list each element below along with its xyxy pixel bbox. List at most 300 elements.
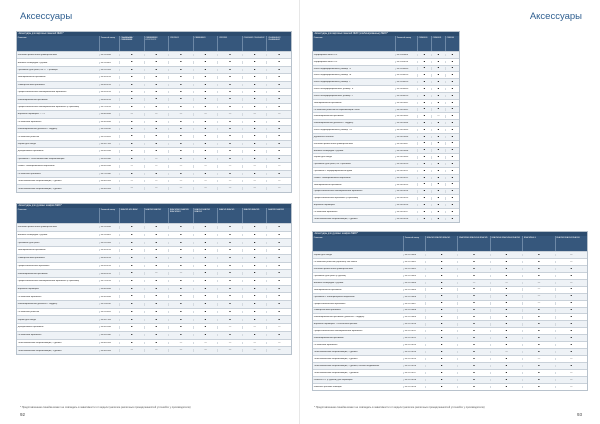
compatible-mark: ■	[490, 309, 522, 311]
compatible-mark: ■	[242, 91, 267, 93]
compatible-mark: ■	[168, 334, 193, 336]
compatible-mark: ■	[417, 102, 431, 104]
order-number: NZ711050	[99, 173, 119, 175]
table-row	[17, 88, 291, 95]
page-number-left: 92	[20, 412, 26, 417]
compatible-mark: ■	[193, 91, 218, 93]
compatible-mark: ■	[417, 129, 431, 131]
compatible-mark: ■	[431, 177, 445, 179]
compatible-mark: ■	[425, 344, 457, 346]
not-compatible-mark: —	[242, 113, 267, 115]
order-number: NZ1170013	[403, 344, 425, 346]
compatible-mark: ■	[242, 272, 267, 274]
compatible-mark: ■	[168, 326, 193, 328]
compatible-mark: ■	[457, 261, 489, 263]
compatible-mark: ■	[417, 163, 431, 165]
not-compatible-mark: —	[242, 326, 267, 328]
accessory-name: Противень для гриля	[17, 241, 40, 244]
compatible-mark: ■	[457, 330, 489, 332]
table-row	[17, 155, 291, 162]
accessory-name: Котлован решётчатый универсальный	[313, 267, 353, 270]
accessory-name: Универсальный противень	[313, 309, 341, 312]
order-number: NZ1170007	[403, 303, 425, 305]
compatible-mark: ■	[144, 91, 169, 93]
header-model: CAAAAAAAA / CBBBBBBBB	[119, 36, 144, 51]
compatible-mark: ■	[217, 303, 242, 305]
compatible-mark: ■	[555, 268, 587, 270]
compatible-mark: ■	[168, 226, 193, 228]
compatible-mark: ■	[217, 143, 242, 145]
order-number: NZ613070	[99, 99, 119, 101]
compatible-mark: ■	[168, 121, 193, 123]
not-compatible-mark: —	[168, 187, 193, 189]
table-row	[313, 99, 459, 106]
accessory-name: Котёл перфорированный, размер "XL"	[313, 129, 353, 132]
compatible-mark: ■	[119, 54, 144, 56]
accessory-name: Варочная пароварка + стеклянная крышка	[313, 323, 358, 326]
not-compatible-mark: —	[144, 272, 169, 274]
accessory-name: Форма для пиццы	[313, 156, 333, 159]
compatible-mark: ■	[217, 150, 242, 152]
compatible-mark: ■	[266, 288, 291, 290]
compatible-mark: ■	[168, 280, 193, 282]
header-model: CMH0000	[417, 36, 431, 51]
compatible-mark: ■	[144, 76, 169, 78]
compatible-mark: ■	[457, 344, 489, 346]
order-number: NZ612050	[99, 165, 119, 167]
compatible-mark: ■	[266, 143, 291, 145]
compatible-mark: ■	[119, 128, 144, 130]
compatible-mark: ■	[193, 173, 218, 175]
accessory-name: Противень для гриля, на 2 / ¾ размера	[17, 69, 58, 72]
compatible-mark: ■	[266, 135, 291, 137]
compatible-mark: ■	[193, 98, 218, 100]
compatible-mark: ■	[266, 121, 291, 123]
compatible-mark: ■	[490, 288, 522, 290]
compatible-mark: ■	[193, 61, 218, 63]
accessory-name: Эмалированный противень	[17, 249, 46, 252]
header-model: B4ACM5 B4ACM5	[144, 208, 169, 223]
order-number: NZ1200020	[395, 81, 417, 83]
compatible-mark: ■	[425, 386, 457, 388]
compatible-mark: ■	[242, 128, 267, 130]
compatible-mark: ■	[425, 365, 457, 367]
compatible-mark: ■	[555, 309, 587, 311]
compatible-mark: ■	[193, 303, 218, 305]
compatible-mark: ■	[457, 351, 489, 353]
compatible-mark: ■	[144, 311, 169, 313]
compatible-mark: ■	[242, 265, 267, 267]
compatible-mark: ■	[431, 183, 445, 185]
order-number: NZ123001	[99, 234, 119, 236]
table-row	[313, 147, 459, 154]
header-model: B5ACM5H0 B5ACH5H0 B5ACM5	[490, 236, 522, 251]
compatible-mark: ■	[266, 234, 291, 236]
compatible-mark: ■	[522, 261, 554, 263]
compatible-mark: ■	[445, 156, 459, 158]
header-model: B4ACM5 H50 B4AC	[119, 208, 144, 223]
not-compatible-mark: —	[266, 165, 291, 167]
not-compatible-mark: —	[266, 349, 291, 351]
table-row	[313, 258, 587, 265]
order-number: NZ1310006	[395, 136, 417, 138]
order-number: NZ1310013	[395, 184, 417, 186]
compatible-mark: ■	[168, 173, 193, 175]
order-number: NZ1310015	[395, 197, 417, 199]
compatible-mark: ■	[266, 319, 291, 321]
not-compatible-mark: —	[119, 180, 144, 182]
compatible-mark: ■	[490, 254, 522, 256]
compatible-mark: ■	[457, 302, 489, 304]
compatible-mark: ■	[425, 261, 457, 263]
table-row	[313, 140, 459, 147]
page-title-right: Аксессуары	[529, 11, 582, 22]
table-row	[313, 51, 459, 58]
accessory-name: Эмалированный противень	[313, 183, 342, 186]
accessory-name: Комбинированный (решётка + поддон)	[17, 303, 58, 306]
order-number: NZ1100000	[395, 54, 417, 56]
compatible-mark: ■	[445, 67, 459, 69]
table-row	[313, 215, 459, 222]
compatible-mark: ■	[425, 337, 457, 339]
compatible-mark: ■	[445, 177, 459, 179]
accessories-table-4	[312, 231, 588, 391]
header-model: CDDDD01	[168, 36, 193, 51]
compatible-mark: ■	[144, 135, 169, 137]
compatible-mark: ■	[425, 288, 457, 290]
order-number: NZ513070	[99, 265, 119, 267]
compatible-mark: ■	[417, 170, 431, 172]
compatible-mark: ■	[555, 365, 587, 367]
accessory-name: Противень для гриля, на 2 противня	[313, 163, 351, 166]
not-compatible-mark: —	[144, 158, 169, 160]
accessory-name: Оставочный противень	[17, 295, 42, 298]
accessory-name: Оставочная решётка из нержавеющей стали	[313, 108, 360, 111]
compatible-mark: ■	[417, 54, 431, 56]
compatible-mark: ■	[457, 288, 489, 290]
compatible-mark: ■	[168, 91, 193, 93]
compatible-mark: ■	[522, 386, 554, 388]
accessory-name: Держатель котёлов	[313, 135, 334, 138]
header-model: B4ACH5 B4ACH5	[217, 208, 242, 223]
order-number: NZ113100	[99, 303, 119, 305]
accessory-name: Комбинированный противень	[17, 98, 48, 101]
order-number: NZ1310018	[395, 218, 417, 220]
compatible-mark: ■	[425, 372, 457, 374]
order-number: NZ317100	[99, 143, 119, 145]
not-compatible-mark: —	[193, 349, 218, 351]
not-compatible-mark: —	[217, 349, 242, 351]
compatible-mark: ■	[490, 330, 522, 332]
compatible-mark: ■	[119, 234, 144, 236]
compatible-mark: ■	[144, 249, 169, 251]
accessory-name: Котлован решётчатый универсальный	[17, 54, 57, 57]
not-compatible-mark: —	[431, 115, 445, 117]
compatible-mark: ■	[417, 74, 431, 76]
order-number: NZ713070	[99, 106, 119, 108]
not-compatible-mark: —	[522, 295, 554, 297]
compatible-mark: ■	[242, 143, 267, 145]
table-row	[313, 167, 459, 174]
compatible-mark: ■	[119, 242, 144, 244]
accessory-name: Декоративный противень	[17, 326, 44, 329]
compatible-mark: ■	[119, 226, 144, 228]
compatible-mark: ■	[266, 303, 291, 305]
order-number: NZ213100	[99, 69, 119, 71]
accessory-name: Телескопические направляющие, 2 уровня, полное выдвижение	[313, 364, 380, 367]
order-number: NZ1200000	[395, 68, 417, 70]
compatible-mark: ■	[425, 268, 457, 270]
compatible-mark: ■	[242, 249, 267, 251]
table-row	[17, 323, 291, 331]
compatible-mark: ■	[417, 61, 431, 63]
compatible-mark: ■	[144, 257, 169, 259]
order-number: NZ815100	[99, 180, 119, 182]
not-compatible-mark: —	[168, 342, 193, 344]
not-compatible-mark: —	[217, 187, 242, 189]
not-compatible-mark: —	[266, 187, 291, 189]
compatible-mark: ■	[242, 319, 267, 321]
compatible-mark: ■	[555, 275, 587, 277]
compatible-mark: ■	[417, 183, 431, 185]
table-row	[313, 181, 459, 188]
compatible-mark: ■	[168, 265, 193, 267]
compatible-mark: ■	[217, 226, 242, 228]
accessory-name: Котлован решётчатый универсальный	[17, 226, 57, 229]
table-body	[17, 223, 291, 354]
compatible-mark: ■	[457, 386, 489, 388]
compatible-mark: ■	[417, 177, 431, 179]
compatible-mark: ■	[425, 275, 457, 277]
table-row	[17, 58, 291, 65]
not-compatible-mark: —	[266, 180, 291, 182]
not-compatible-mark: —	[119, 113, 144, 115]
compatible-mark: ■	[242, 280, 267, 282]
not-compatible-mark: —	[266, 113, 291, 115]
order-number: NZ1310010	[395, 163, 417, 165]
header-description: Описание	[17, 208, 27, 211]
compatible-mark: ■	[119, 76, 144, 78]
header-description: Описание	[313, 236, 323, 239]
table-row	[313, 71, 459, 78]
compatible-mark: ■	[217, 61, 242, 63]
compatible-mark: ■	[217, 91, 242, 93]
compatible-mark: ■	[431, 163, 445, 165]
table-row	[313, 327, 587, 334]
compatible-mark: ■	[431, 197, 445, 199]
header-order-number: Заказной номер	[395, 36, 417, 51]
order-number: NZ123050	[99, 54, 119, 56]
header-model: CHHHHHH01 / CHHHHHH02	[266, 36, 291, 51]
compatible-mark: ■	[425, 323, 457, 325]
order-number: NZ213051	[99, 136, 119, 138]
table-row	[313, 126, 459, 133]
compatible-mark: ■	[119, 98, 144, 100]
table-row	[313, 293, 587, 300]
accessory-name: Профессиональный эмалированный противень	[313, 190, 363, 193]
table-caption: Аксессуары для варочных панелей NEFF*	[17, 32, 291, 36]
compatible-mark: ■	[144, 106, 169, 108]
compatible-mark: ■	[217, 311, 242, 313]
compatible-mark: ■	[242, 226, 267, 228]
table-row	[313, 153, 459, 160]
accessory-name: Котёл перфорированный, размер "M"	[313, 74, 352, 77]
compatible-mark: ■	[119, 288, 144, 290]
compatible-mark: ■	[119, 135, 144, 137]
not-compatible-mark: —	[217, 113, 242, 115]
compatible-mark: ■	[217, 288, 242, 290]
accessory-name: Профессиональный эмалированный противень	[17, 91, 67, 94]
header-model: B5ACM5H0 G	[522, 236, 554, 251]
compatible-mark: ■	[242, 295, 267, 297]
compatible-mark: ■	[217, 84, 242, 86]
not-compatible-mark: —	[144, 349, 169, 351]
accessory-name: Противень с перфорированным дном	[313, 169, 353, 172]
compatible-mark: ■	[266, 280, 291, 282]
compatible-mark: ■	[119, 143, 144, 145]
table-row	[313, 355, 587, 362]
right-page	[300, 0, 600, 424]
compatible-mark: ■	[119, 61, 144, 63]
compatible-mark: ■	[445, 122, 459, 124]
not-compatible-mark: —	[555, 261, 587, 263]
compatible-mark: ■	[217, 98, 242, 100]
not-compatible-mark: —	[193, 165, 218, 167]
compatible-mark: ■	[457, 254, 489, 256]
compatible-mark: ■	[217, 280, 242, 282]
compatible-mark: ■	[417, 211, 431, 213]
not-compatible-mark: —	[193, 180, 218, 182]
compatible-mark: ■	[445, 54, 459, 56]
header-model: B5ACH5 B5ACM5 B5ACH5	[425, 236, 457, 251]
compatible-mark: ■	[119, 158, 144, 160]
compatible-mark: ■	[168, 128, 193, 130]
compatible-mark: ■	[490, 261, 522, 263]
compatible-mark: ■	[242, 121, 267, 123]
compatible-mark: ■	[490, 344, 522, 346]
compatible-mark: ■	[431, 204, 445, 206]
order-number: NZ915100	[99, 188, 119, 190]
compatible-mark: ■	[555, 316, 587, 318]
not-compatible-mark: —	[555, 386, 587, 388]
accessory-name: Комбинированный противень	[313, 337, 344, 340]
compatible-mark: ■	[217, 334, 242, 336]
accessory-name: Комбинированный (решётка + поддон)	[313, 122, 354, 125]
compatible-mark: ■	[522, 330, 554, 332]
compatible-mark: ■	[217, 158, 242, 160]
order-number: NZ713070	[99, 280, 119, 282]
order-number: NZ1170002	[403, 268, 425, 270]
accessory-name: Котёл перфорированный, размер "S"	[313, 67, 352, 70]
table-row	[313, 376, 587, 383]
compatible-mark: ■	[193, 69, 218, 71]
compatible-mark: ■	[193, 249, 218, 251]
table-row	[313, 300, 587, 307]
table-row	[17, 285, 291, 293]
table-row	[17, 51, 291, 58]
compatible-mark: ■	[431, 102, 445, 104]
header-model: CM0000	[445, 36, 459, 51]
table-row	[17, 300, 291, 308]
compatible-mark: ■	[242, 69, 267, 71]
compatible-mark: ■	[242, 242, 267, 244]
compatible-mark: ■	[445, 136, 459, 138]
accessory-name: Оставочный противень	[17, 334, 42, 337]
table-row	[17, 140, 291, 147]
compatible-mark: ■	[193, 265, 218, 267]
compatible-mark: ■	[522, 351, 554, 353]
header-description: Описание	[313, 36, 323, 39]
order-number: NZ213051	[99, 311, 119, 313]
table-row	[313, 383, 587, 390]
order-number: NZ1310011	[395, 170, 417, 172]
compatible-mark: ■	[445, 204, 459, 206]
table-row	[313, 106, 459, 113]
order-number: NZ1170009	[403, 316, 425, 318]
table-row	[313, 341, 587, 348]
accessory-name: Универсальный противень	[17, 257, 45, 260]
compatible-mark: ■	[168, 234, 193, 236]
compatible-mark: ■	[144, 84, 169, 86]
compatible-mark: ■	[425, 302, 457, 304]
compatible-mark: ■	[217, 272, 242, 274]
compatible-mark: ■	[431, 54, 445, 56]
accessories-table-3	[312, 31, 460, 223]
not-compatible-mark: —	[144, 180, 169, 182]
compatible-mark: ■	[168, 288, 193, 290]
compatible-mark: ■	[490, 372, 522, 374]
page-title-left: Аксессуары	[20, 11, 73, 22]
compatible-mark: ■	[144, 128, 169, 130]
compatible-mark: ■	[242, 54, 267, 56]
accessory-name: Телескопические направляющие, 3 уровня	[17, 187, 62, 190]
accessory-name: Телескопические направляющие, 3 уровня	[313, 358, 358, 361]
compatible-mark: ■	[242, 334, 267, 336]
compatible-mark: ■	[193, 334, 218, 336]
compatible-mark: ■	[266, 334, 291, 336]
order-number: NZ1310008	[395, 150, 417, 152]
compatible-mark: ■	[266, 265, 291, 267]
compatible-mark: ■	[168, 69, 193, 71]
compatible-mark: ■	[417, 122, 431, 124]
compatible-mark: ■	[522, 316, 554, 318]
order-number: NZ1310004	[395, 122, 417, 124]
compatible-mark: ■	[457, 337, 489, 339]
compatible-mark: ■	[457, 275, 489, 277]
compatible-mark: ■	[266, 128, 291, 130]
compatible-mark: ■	[417, 142, 431, 144]
header-model: CFFFF01	[217, 36, 242, 51]
not-compatible-mark: —	[193, 113, 218, 115]
compatible-mark: ■	[119, 342, 144, 344]
compatible-mark: ■	[445, 61, 459, 63]
table-row	[17, 292, 291, 300]
table-row	[313, 112, 459, 119]
table-row	[17, 262, 291, 270]
accessory-name: Варочная пароварка	[313, 204, 335, 207]
compatible-mark: ■	[431, 136, 445, 138]
compatible-mark: ■	[168, 76, 193, 78]
compatible-mark: ■	[431, 95, 445, 97]
compatible-mark: ■	[266, 150, 291, 152]
compatible-mark: ■	[555, 295, 587, 297]
compatible-mark: ■	[168, 242, 193, 244]
compatible-mark: ■	[193, 295, 218, 297]
header-order-number: Заказной номер	[99, 36, 119, 51]
compatible-mark: ■	[266, 98, 291, 100]
compatible-mark: ■	[168, 98, 193, 100]
compatible-mark: ■	[193, 54, 218, 56]
